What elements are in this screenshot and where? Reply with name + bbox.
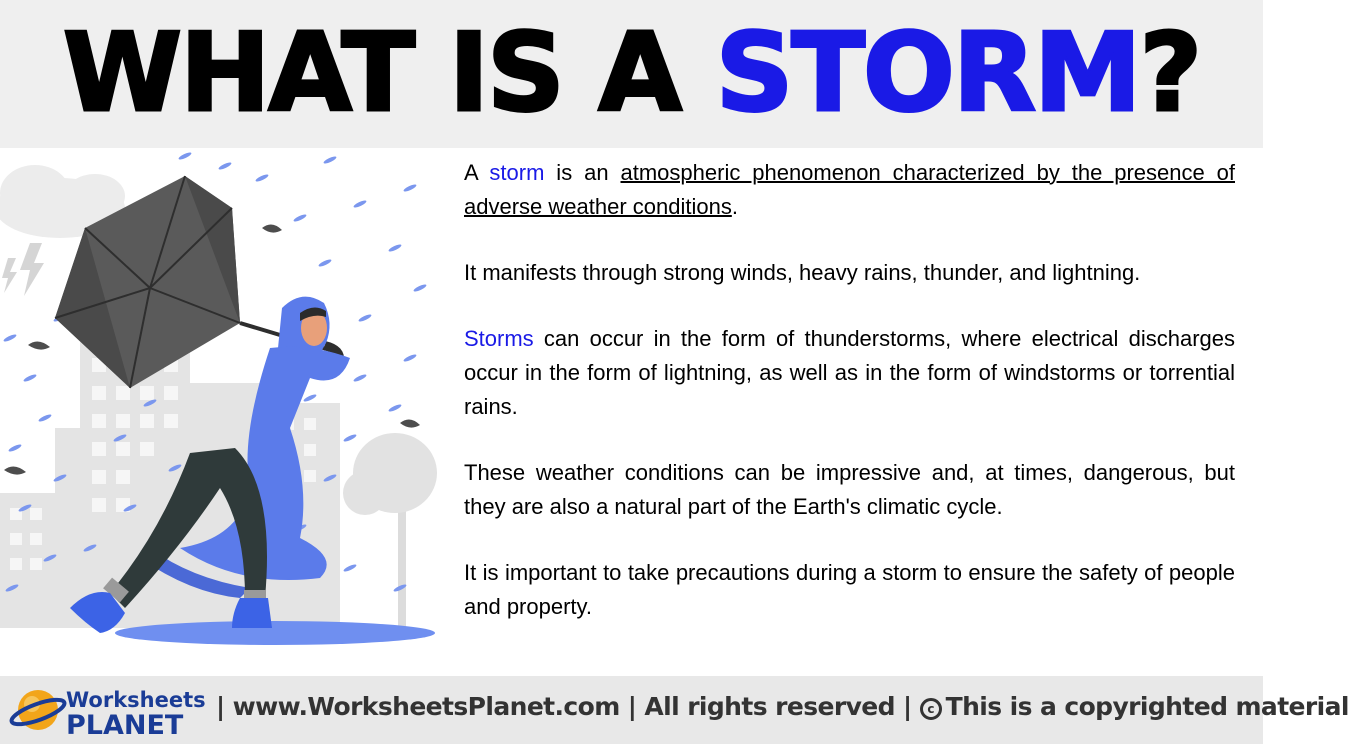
term-storms: Storms (464, 326, 534, 351)
paragraph-forms (464, 322, 1235, 424)
title-highlight: STORM (715, 11, 1140, 136)
title-question-mark: ? (1139, 11, 1201, 136)
footer-copyright: This is a copyrighted material (945, 692, 1349, 721)
footer-credits (216, 692, 1349, 721)
logo-text-worksheets: Worksheets (66, 688, 206, 712)
paragraph-text: is an (544, 160, 621, 185)
header (0, 0, 1263, 148)
title-text: WHAT IS A (62, 11, 716, 136)
storm-illustration (0, 148, 436, 660)
footer (0, 676, 1349, 744)
paragraph-text: can occur in the form of thunderstorms, where electrical discharges occur in the form of lightning, as well as in the form of windstorms or torrential rains. (464, 326, 1235, 419)
paragraph-text: A (464, 160, 490, 185)
page-title (0, 11, 1263, 136)
paragraph-definition (464, 156, 1235, 224)
puddle (115, 621, 435, 645)
footer-website: | www.WorksheetsPlanet.com | All rights reserved | (216, 692, 920, 721)
term-storm: storm (489, 160, 545, 185)
copyright-icon: c (920, 698, 942, 720)
logo-text-planet: PLANET (66, 710, 184, 741)
paragraph-conditions: These weather conditions can be impressive and, at times, dangerous, but they are also a natural part of the Earth's climatic cycle. (464, 460, 1235, 519)
paragraph-manifestation: It manifests through strong winds, heavy rains, thunder, and lightning. (464, 260, 1141, 285)
worksheets-planet-logo (8, 680, 206, 741)
definition-text: atmospheric phenomenon characterized by the presence of adverse weather conditions (464, 160, 1235, 219)
article-body (464, 156, 1235, 656)
planet-icon (8, 680, 68, 740)
paragraph-precautions: It is important to take precautions during a storm to ensure the safety of people and property. (464, 560, 1235, 619)
paragraph-text: . (731, 194, 738, 219)
